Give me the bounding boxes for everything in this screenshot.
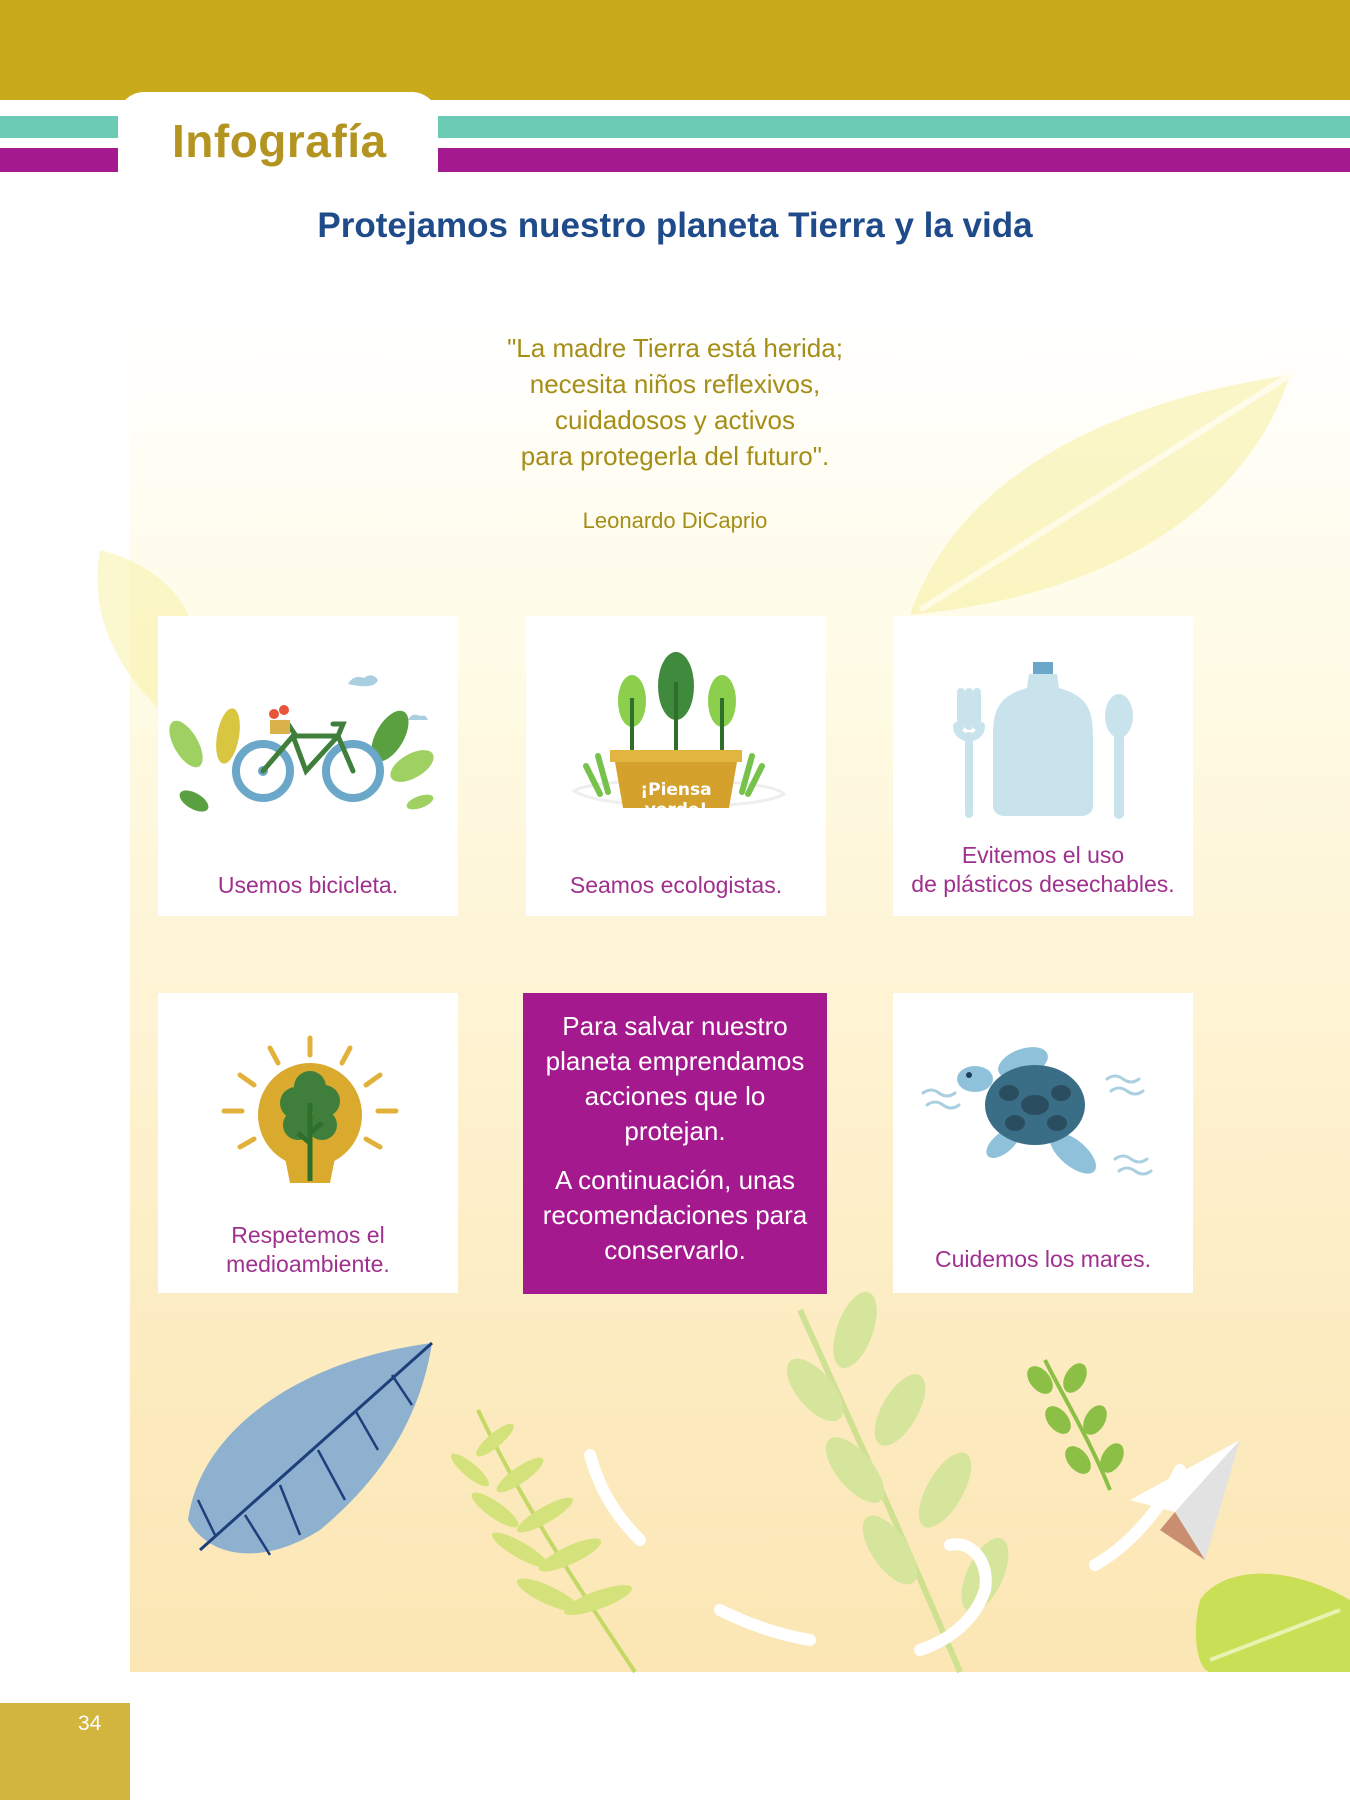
blue-leaf-icon <box>188 1343 432 1555</box>
message-box <box>523 993 827 1294</box>
page-title: Protejamos nuestro planeta Tierra y la vida <box>317 206 1033 245</box>
pot-label: ¡Piensa verde! <box>640 780 712 820</box>
card-label: Seamos ecologistas. <box>569 872 783 898</box>
quote-line: cuidadosos y activos <box>555 405 795 435</box>
paper-plane-icon <box>1130 1440 1240 1560</box>
message-paragraph-2: A continuación, unas recomendaciones para conservarlo. <box>542 1165 808 1265</box>
quote-line: "La madre Tierra está herida; <box>507 333 843 363</box>
quote-author: Leonardo DiCaprio <box>582 508 768 533</box>
card-label: Evitemos el uso de plásticos desechables. <box>911 842 1175 897</box>
quote-line: para protegerla del futuro". <box>520 441 830 471</box>
small-sprig-icon <box>1022 1359 1129 1490</box>
quote-line: necesita niños reflexivos, <box>529 369 821 399</box>
green-branch-icon <box>777 1286 1018 1672</box>
green-leaf-bottom-right-icon <box>1196 1574 1350 1672</box>
quote-block <box>325 330 1025 474</box>
page-number: 34 <box>78 1712 102 1735</box>
card-label: Cuidemos los mares. <box>934 1246 1152 1272</box>
card-label: Usemos bicicleta. <box>217 872 399 898</box>
card-plastics <box>893 616 1193 916</box>
card-bicycle <box>158 616 458 916</box>
section-label: Infografía <box>172 115 387 167</box>
fern-leaf-icon <box>447 1410 635 1672</box>
card-label: Respetemos el medioambiente. <box>226 1222 390 1277</box>
card-environment <box>158 993 458 1293</box>
card-seas <box>893 993 1193 1293</box>
page-number-block <box>0 1703 130 1800</box>
card-plant <box>526 616 826 916</box>
message-paragraph-1: Para salvar nuestro planeta emprendamos acciones que lo protejan. <box>545 1011 805 1146</box>
